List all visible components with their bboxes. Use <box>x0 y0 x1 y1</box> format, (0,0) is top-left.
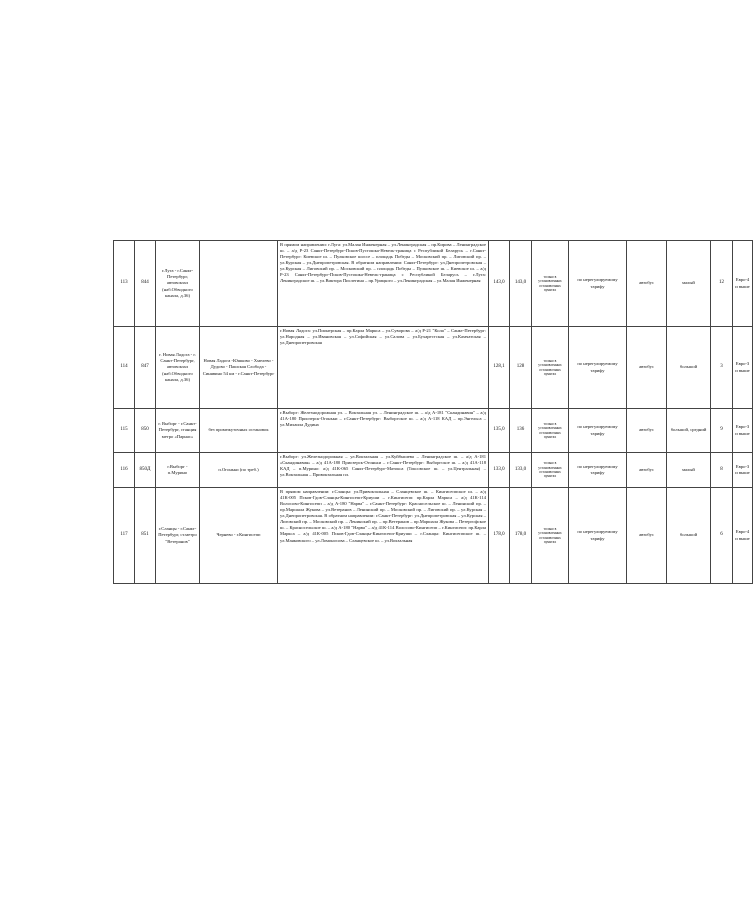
vehicle-type: автобус <box>627 488 667 584</box>
vehicle-class: большой <box>667 327 711 409</box>
eco-class: Евро-4 и выше <box>733 241 753 327</box>
table-row <box>114 409 753 453</box>
route-endpoints: г.Луга - г.Санкт-Петербург, автовокзал (наб.Обводного канала, д.36) <box>156 241 200 327</box>
row-number: 114 <box>114 327 135 409</box>
route-number: 851 <box>135 488 156 584</box>
length-forward: 128,1 <box>489 327 510 409</box>
route-endpoints: г.Выборг - п.Мурино <box>156 453 200 488</box>
intermediate-stops: Новая Ладога -Юшково - Хмелево - Дудово - Пашская Слобода - Синявино 54 км - г.Санкт-Петербург <box>200 327 278 409</box>
table-row <box>114 488 753 584</box>
vehicle-count: 6 <box>711 488 733 584</box>
vehicle-type: автобус <box>627 453 667 488</box>
table-row <box>114 327 753 409</box>
length-backward: 133,0 <box>510 453 532 488</box>
route-path: г.Выборг: ул.Железнодорожная – ул.Вокзальная – ул.Куйбышева – Ленинградское ш. – а/д А-181 «Скандинавия» – а/д 41А-180 Приозерск-Огоньки – г.Санкт-Петербург: Выборгское ш. – а/д 41А-118 КАД – п.Мурино: а/д 41К-065 Санкт-Петербург-Матокса (Токсовское ш. – ул.Центральная) – ул.Вокзальная – Привокзальная пл. <box>278 453 489 488</box>
row-number: 116 <box>114 453 135 488</box>
boarding-procedure: только в установленных остановочных пунктах <box>532 241 569 327</box>
length-backward: 136 <box>510 409 532 453</box>
length-forward: 143,0 <box>489 241 510 327</box>
routes-table <box>113 240 753 584</box>
vehicle-class: малый <box>667 453 711 488</box>
route-endpoints: г.Сланцы - г.Санкт-Петербург, ст.метро "Ветеранов" <box>156 488 200 584</box>
length-forward: 178,0 <box>489 488 510 584</box>
eco-class: Евро-3 и выше <box>733 453 753 488</box>
route-endpoints: г. Новая Ладога - г. Санкт-Петербург, автовокзал (наб.Обводного канала, д.36) <box>156 327 200 409</box>
route-number: 850 <box>135 409 156 453</box>
length-forward: 135,0 <box>489 409 510 453</box>
vehicle-count: 12 <box>711 241 733 327</box>
row-number: 113 <box>114 241 135 327</box>
boarding-procedure: только в установленных остановочных пунктах <box>532 327 569 409</box>
row-number: 115 <box>114 409 135 453</box>
route-path: г.Новая Ладога: ул.Пионерская – пр.Карла Маркса – ул.Суворова – а/д Р-21 "Кола" – Санкт-Петербург: ул.Народная – ул.Ивановская – ул.Софийская – ул.Салова – ул.Бухарестская – ул.Камчатская – ул.Днепропетровская <box>278 327 489 409</box>
route-endpoints: г. Выборг - г.Санкт-Петербург, станция метро «Парнас» <box>156 409 200 453</box>
table-row <box>114 453 753 488</box>
route-number: 847 <box>135 327 156 409</box>
route-number: 850Д <box>135 453 156 488</box>
intermediate-stops: п.Огоньки (по треб.) <box>200 453 278 488</box>
eco-class: Евро-4 и выше <box>733 488 753 584</box>
tariff-type: по нерегулируемому тарифу <box>569 241 627 327</box>
vehicle-type: автобус <box>627 409 667 453</box>
table-row <box>114 241 753 327</box>
vehicle-count: 3 <box>711 327 733 409</box>
vehicle-count: 8 <box>711 453 733 488</box>
intermediate-stops: без промежуточных остановок <box>200 409 278 453</box>
route-path: В прямом направлении: г.Луга: ул.Малая Инженерная – ул.Ленинградская – пр.Кирова – Ленинградское ш. – а/д Р-23 Санкт-Петербург-Псков-Пустошка-Невель-граница с Республикой Беларусь – г.Санкт-Петербург: Киевское ш. – Пулковское шоссе – площадь Победы – Московский пр. – Лиговский пр. – ул.Курская – ул.Днепропетровская. В обратном направлении: Санкт-Петербург: ул.Днепропетровская – ул.Курская – Лиговский пр. – Московский пр. – площадь Победы – Пулковское ш. – Киевское ш. – а/д Р-23 Санкт-Петербург-Псков-Пустошка-Невель-граница с Республикой Беларусь – г.Луга: Ленинградское ш. – ул.Виктора Пислегина – пр.Урицкого – ул.Ленинградская – ул.Малая Инженерная <box>278 241 489 327</box>
length-forward: 133,0 <box>489 453 510 488</box>
tariff-type: по нерегулируемому тарифу <box>569 453 627 488</box>
boarding-procedure: только в установленных остановочных пунктах <box>532 409 569 453</box>
length-backward: 178,0 <box>510 488 532 584</box>
vehicle-class: малый <box>667 241 711 327</box>
vehicle-type: автобус <box>627 327 667 409</box>
tariff-type: по нерегулируемому тарифу <box>569 409 627 453</box>
vehicle-class: большой, средний <box>667 409 711 453</box>
row-number: 117 <box>114 488 135 584</box>
eco-class: Евро-3 и выше <box>733 409 753 453</box>
eco-class: Евро-3 и выше <box>733 327 753 409</box>
boarding-procedure: только в установленных остановочных пунктах <box>532 453 569 488</box>
tariff-type: по нерегулируемому тарифу <box>569 488 627 584</box>
vehicle-type: автобус <box>627 241 667 327</box>
intermediate-stops <box>200 241 278 327</box>
boarding-procedure: только в установленных остановочных пунктах <box>532 488 569 584</box>
intermediate-stops: Чернево - г.Кингисепп <box>200 488 278 584</box>
length-backward: 128 <box>510 327 532 409</box>
route-path: В прямом направлении: г.Сланцы: ул.Привокзальная – Сланцевское ш. – Кингисеппское ш. – а/д 41К-005 Псков-Гдов-Сланцы-Кингисепп-Криуши – г.Кингисепп: пр.Карла Маркса – а/д 41К-114 Волосово-Кингисепп – а/д А-180 "Нарва" – г.Санкт-Петербург: Красносельское ш. – Ленинский пр. – пр.Маршала Жукова – ул.Ветеранов – Ленинский пр. – Московский пр. – Лиговский пр. – ул.Курская – ул.Днепропетровская. В обратном направлении: г.Санкт-Петербург: ул.Днепропетровская – ул.Курская – Лиговский пр. – Московский пр. – Ленинский пр. – пр.Ветеранов – пр.Маршала Жукова – Петергофское ш. – Красносельское ш. – а/д А-180 "Нарва" – а/д 41К-114 Волосово-Кингисепп – г.Кингисепп: пр.Карла Маркса – а/д 41К-005 Псков-Гдов-Сланцы-Кингисепп-Криуши – г.Сланцы: Кингисеппское ш. – ул.Маяковского – ул.Ломоносова – Сланцевское ш. – ул.Вокзальная <box>278 488 489 584</box>
tariff-type: по нерегулируемому тарифу <box>569 327 627 409</box>
vehicle-count: 9 <box>711 409 733 453</box>
length-backward: 143,0 <box>510 241 532 327</box>
route-path: г.Выборг: Железнодорожная ул. – Вокзальная ул. – Ленинградское ш. – а/д А-181 "Скандинавия" – а/д 41А-180 Приозерск-Огоньки – г.Санкт-Петербург: Выборгское ш. – а/д А-118 КАД – пр.Энгельса – ул.Михаила Дудина <box>278 409 489 453</box>
route-number: 844 <box>135 241 156 327</box>
vehicle-class: большой <box>667 488 711 584</box>
